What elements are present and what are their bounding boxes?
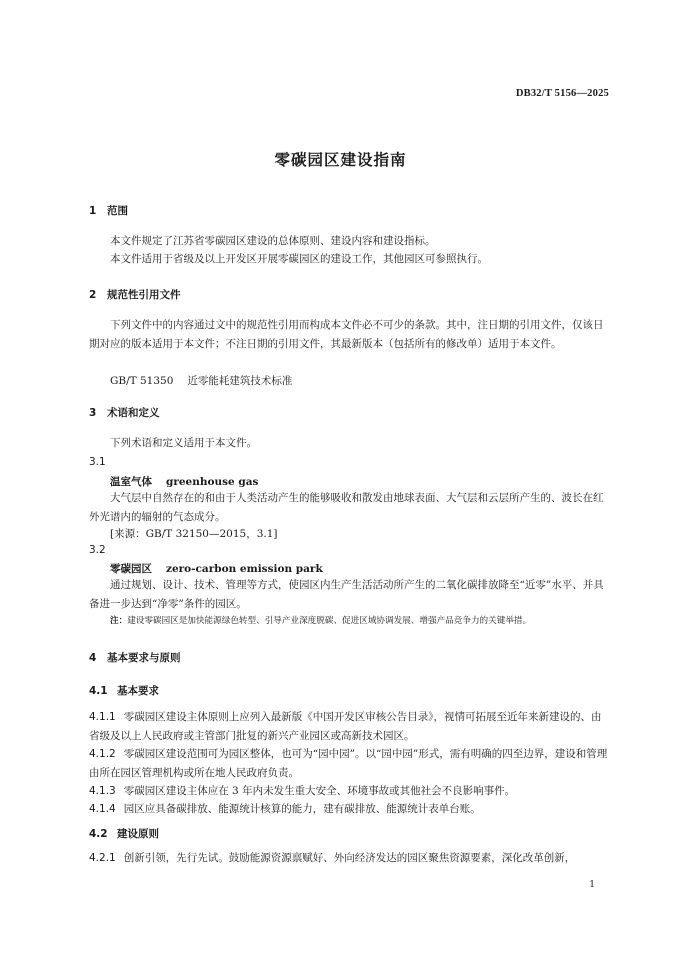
section-number: 4 xyxy=(89,652,97,664)
reference-title: 近零能耗建筑技术标准 xyxy=(187,375,293,387)
subsection-heading-principles xyxy=(89,826,159,841)
clause-4-1-3 xyxy=(89,782,609,801)
term-english: zero-carbon emission park xyxy=(166,563,323,575)
term-chinese: 零碳园区 xyxy=(110,563,152,575)
term-english: greenhouse gas xyxy=(166,476,259,488)
clause-4-1-4 xyxy=(89,800,609,819)
clause-4-2-1 xyxy=(89,849,609,868)
clause-number: 4.1.4 xyxy=(89,803,116,815)
section-title: 基本要求与原则 xyxy=(107,652,181,664)
section-number: 3 xyxy=(89,407,97,419)
clause-number: 4.1.1 xyxy=(89,711,116,723)
term-source: [来源：GB/T 32150—2015，3.1] xyxy=(110,528,278,540)
subsection-number: 4.1 xyxy=(89,685,108,697)
note xyxy=(110,614,610,628)
section-heading-terms xyxy=(89,405,160,420)
standard-code: DB32/T 5156—2025 xyxy=(515,88,609,99)
subsection-title: 建设原则 xyxy=(117,828,159,840)
reference-code: GB/T 51350 xyxy=(110,375,174,387)
document-title: 零碳园区建设指南 xyxy=(274,151,407,169)
clause-number: 4.1.2 xyxy=(89,748,116,760)
paragraph: 本文件规定了江苏省零碳园区建设的总体原则、建设内容和建设指标。 xyxy=(110,235,436,247)
clause-text: 零碳园区建设主体应在 3 年内未发生重大安全、环境事故或其他社会不良影响事件。 xyxy=(123,785,516,797)
section-title: 术语和定义 xyxy=(107,407,160,419)
term-number: 3.2 xyxy=(89,544,106,556)
subsection-number: 4.2 xyxy=(89,828,108,840)
term-heading xyxy=(110,561,323,576)
term-definition: 大气层中自然存在的和由于人类活动产生的能够吸收和散发由地球表面、大气层和云层所产生的、波长在红外光谱内的辐射的气态成分。 xyxy=(89,492,604,523)
section-heading-normative-references xyxy=(89,287,181,302)
term-definition: 通过规划、设计、技术、管理等方式，使园区内生产生活活动所产生的二氧化碳排放降至“近零”水平、并具备进一步达到“净零”条件的园区。 xyxy=(89,579,604,610)
section-title: 规范性引用文件 xyxy=(107,289,181,301)
term-chinese: 温室气体 xyxy=(110,476,152,488)
clause-4-1-2 xyxy=(89,745,609,782)
section-heading-scope xyxy=(89,203,128,218)
paragraph: 本文件适用于省级及以上开发区开展零碳园区的建设工作，其他园区可参照执行。 xyxy=(110,253,488,265)
section-heading-requirements xyxy=(89,650,181,665)
clause-4-1-1 xyxy=(89,708,609,745)
section-number: 1 xyxy=(89,205,97,217)
section-title: 范围 xyxy=(107,205,128,217)
clause-number: 4.2.1 xyxy=(89,852,116,864)
clause-number: 4.1.3 xyxy=(89,785,116,797)
paragraph: 下列术语和定义适用于本文件。 xyxy=(110,437,257,449)
page-number: 1 xyxy=(589,880,595,890)
note-text: 建设零碳园区是加快能源绿色转型、引导产业深度脱碳、促进区域协调发展、增强产品竞争力的关键举措。 xyxy=(127,616,532,626)
clause-text: 零碳园区建设范围可为园区整体，也可为“园中园”。以“园中园”形式，需有明确的四至边界，建设和管理由所在园区管理机构或所在地人民政府负责。 xyxy=(89,748,608,779)
subsection-heading-basic-requirements xyxy=(89,683,159,698)
normative-reference xyxy=(110,373,292,388)
clause-text: 创新引领，先行先试。鼓励能源资源禀赋好、外向经济发达的园区聚焦资源要素，深化改革创新， xyxy=(123,852,576,864)
paragraph: 下列文件中的内容通过文中的规范性引用而构成本文件必不可少的条款。其中，注日期的引用文件，仅该日期对应的版本适用于本文件；不注日期的引用文件，其最新版本（包括所有的修改单）适用于本文件。 xyxy=(89,319,604,350)
section-number: 2 xyxy=(89,289,97,301)
subsection-title: 基本要求 xyxy=(117,685,159,697)
clause-text: 零碳园区建设主体原则上应列入最新版《中国开发区审核公告目录》，视情可拓展至近年来新建设的、由省级及以上人民政府或主管部门批复的新兴产业园区或高新技术园区。 xyxy=(89,711,602,742)
term-number: 3.1 xyxy=(89,456,106,468)
note-label: 注： xyxy=(110,616,128,626)
clause-text: 园区应具备碳排放、能源统计核算的能力，建有碳排放、能源统计表单台账。 xyxy=(123,803,481,815)
term-heading xyxy=(110,474,258,489)
